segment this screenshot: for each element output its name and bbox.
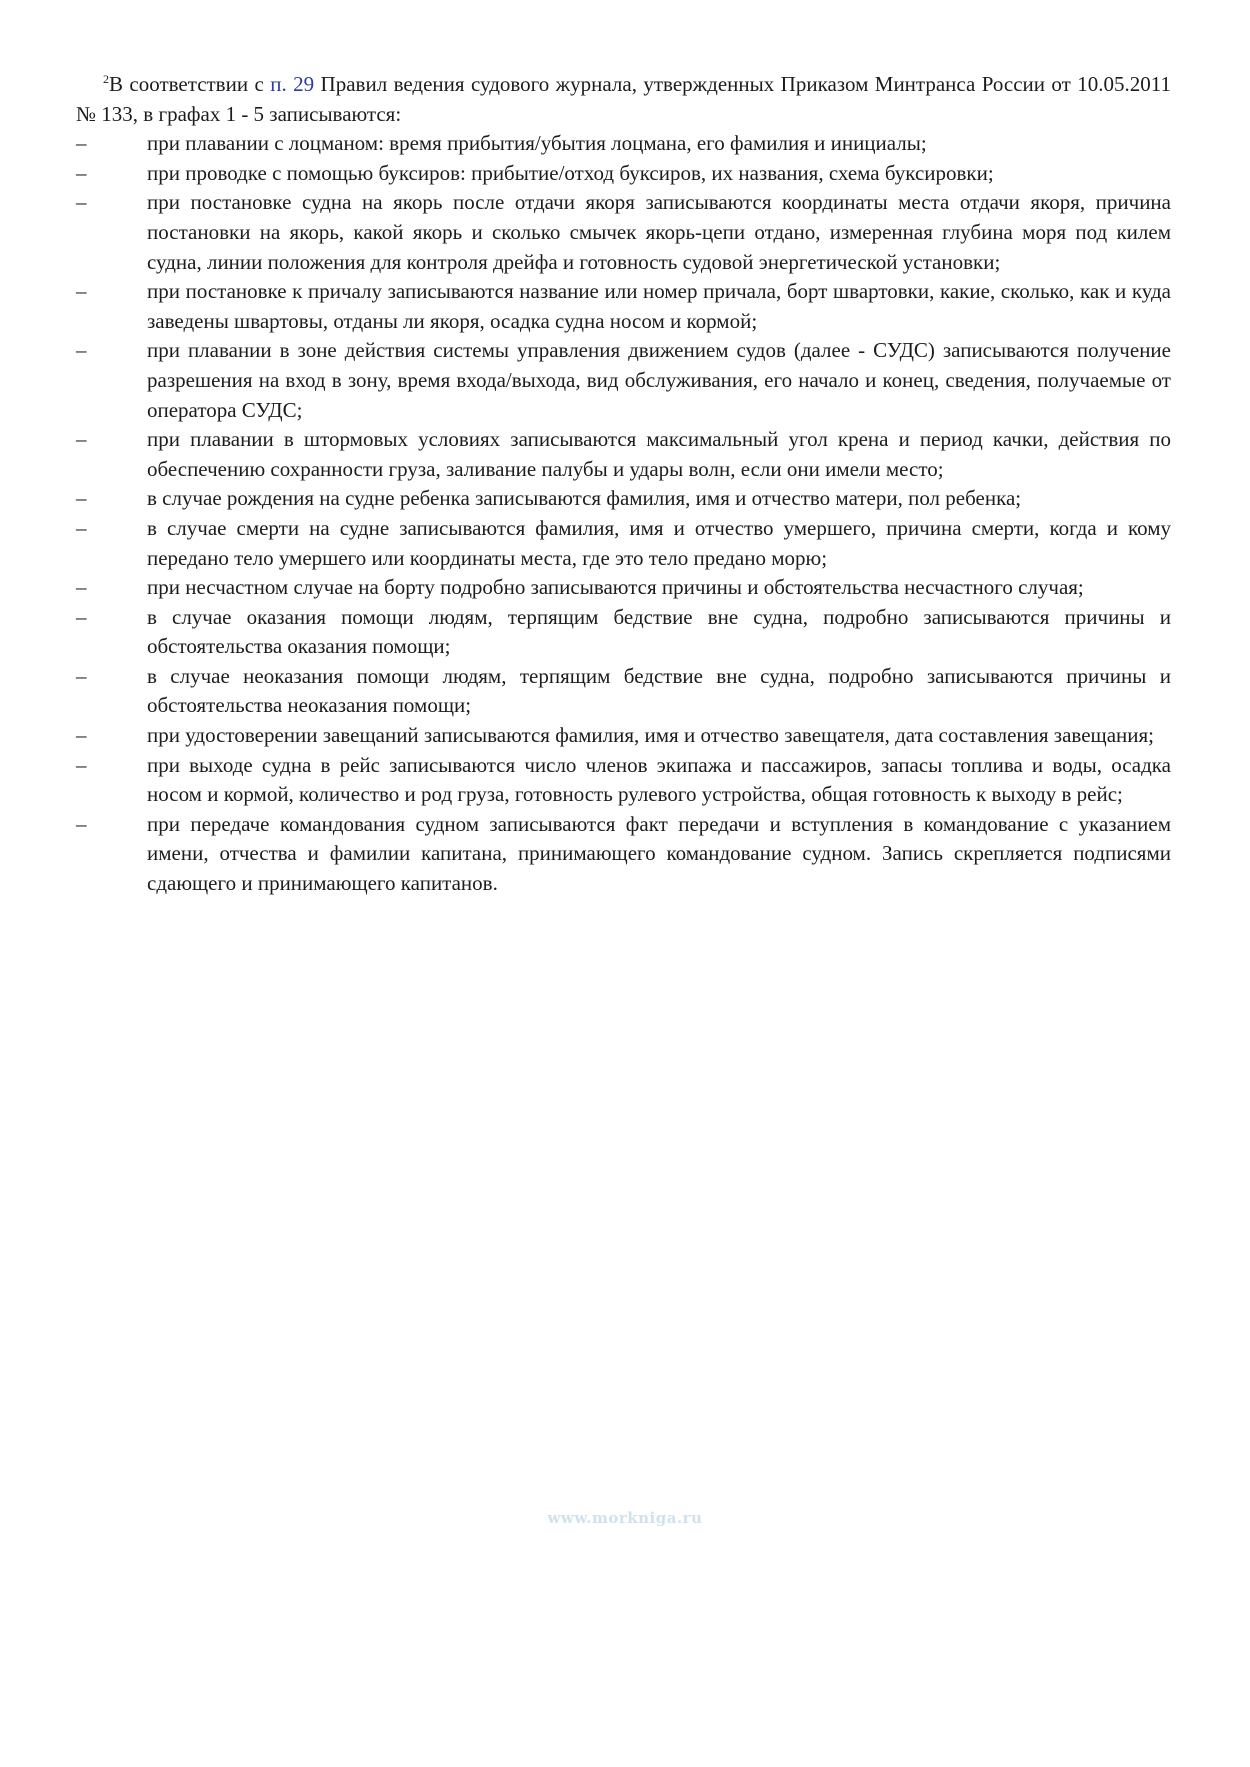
list-dash: –: [76, 723, 87, 748]
list-item-text: при постановке к причалу записываются название или номер причала, борт швартовки, какие, сколько, как и куда заведены швартовы, отданы ли якоря, осадка судна носом и кормой;: [147, 279, 1171, 333]
list-dash: –: [76, 575, 87, 600]
list-item-text: в случае неоказания помощи людям, терпящим бедствие вне судна, подробно записываются причины и обстоятельства неоказания помощи;: [147, 663, 1171, 718]
list-item: [76, 129, 1171, 159]
list-dash: –: [76, 279, 87, 304]
intro-text-after: Правил ведения судового журнала, утвержденных Приказом Минтранса России от 10.05.2011 № 133, в графах 1 - 5 записываются:: [76, 72, 1171, 126]
list-dash: –: [76, 663, 87, 688]
list-item-text: при постановке судна на якорь после отдачи якоря записываются координаты места отдачи якоря, причина постановки на якорь, какой якорь и сколько смычек якорь-цепи отдано, измеренная глубина моря под килем судна, линии положения для контроля дрейфа и готовность судовой энергетической установки;: [147, 190, 1171, 274]
list-item-text: при плавании с лоцманом: время прибытия/убытия лоцмана, его фамилия и инициалы;: [147, 131, 927, 156]
intro-text-before: В соответствии с: [109, 72, 271, 96]
footnote-mark: 2: [103, 72, 109, 86]
list-item: [76, 425, 1171, 484]
list-dash: –: [76, 752, 87, 777]
list-dash: –: [76, 338, 87, 363]
watermark: www.morkniga.ru: [547, 1509, 703, 1527]
list-item: [76, 484, 1171, 514]
list-item-text: при проводке с помощью буксиров: прибытие/отход буксиров, их названия, схема буксировки;: [147, 160, 994, 185]
list-item: [76, 721, 1171, 751]
document-page: [76, 70, 1171, 899]
list-item: [76, 188, 1171, 277]
list-item: [76, 336, 1171, 425]
list-item-text: в случае оказания помощи людям, терпящим бедствие вне судна, подробно записываются причины и обстоятельства оказания помощи;: [147, 604, 1171, 659]
intro-paragraph: [76, 70, 1171, 129]
list-item-text: при плавании в зоне действия системы управления движением судов (далее - СУДС) записываются получение разрешения на вход в зону, время входа/выхода, вид обслуживания, его начало и конец, сведения, получаемые от оператора СУДС;: [147, 338, 1171, 422]
list-item: [76, 810, 1171, 899]
list-item: [76, 662, 1171, 721]
list-dash: –: [76, 515, 87, 540]
list-dash: –: [76, 486, 87, 511]
list-item: [76, 514, 1171, 573]
list-item: [76, 603, 1171, 662]
list-dash: –: [76, 604, 87, 629]
list-item-text: в случае смерти на судне записываются фамилия, имя и отчество умершего, причина смерти, когда и кому передано тело умершего или координаты места, где это тело предано морю;: [147, 515, 1171, 570]
list-dash: –: [76, 190, 87, 215]
list-item-text: при плавании в штормовых условиях записываются максимальный угол крена и период качки, действия по обеспечению сохранности груза, заливание палубы и удары волн, если они имели место;: [147, 427, 1171, 481]
list-item-text: в случае рождения на судне ребенка записываются фамилия, имя и отчество матери, пол ребенка;: [147, 486, 1022, 511]
rule-reference-link[interactable]: п. 29: [270, 72, 315, 96]
list-item-text: при удостоверении завещаний записываются фамилия, имя и отчество завещателя, дата составления завещания;: [147, 723, 1154, 748]
list-item-text: при выходе судна в рейс записываются число членов экипажа и пассажиров, запасы топлива и воды, осадка носом и кормой, количество и род груза, готовность рулевого устройства, общая готовность к выходу в рейс;: [147, 752, 1171, 807]
list-item-text: при несчастном случае на борту подробно записываются причины и обстоятельства несчастного случая;: [147, 575, 1084, 600]
list-dash: –: [76, 427, 87, 452]
list-dash: –: [76, 811, 87, 836]
list-dash: –: [76, 160, 87, 185]
list-item: [76, 159, 1171, 189]
list-item: [76, 277, 1171, 336]
list-dash: –: [76, 131, 87, 156]
list-item-text: при передаче командования судном записываются факт передачи и вступления в командование с указанием имени, отчества и фамилии капитана, принимающего командование судном. Запись скрепляется подписями сдающего и принимающего капитанов.: [147, 811, 1171, 896]
list-item: [76, 751, 1171, 810]
list-item: [76, 573, 1171, 603]
entries-list: [76, 129, 1171, 898]
